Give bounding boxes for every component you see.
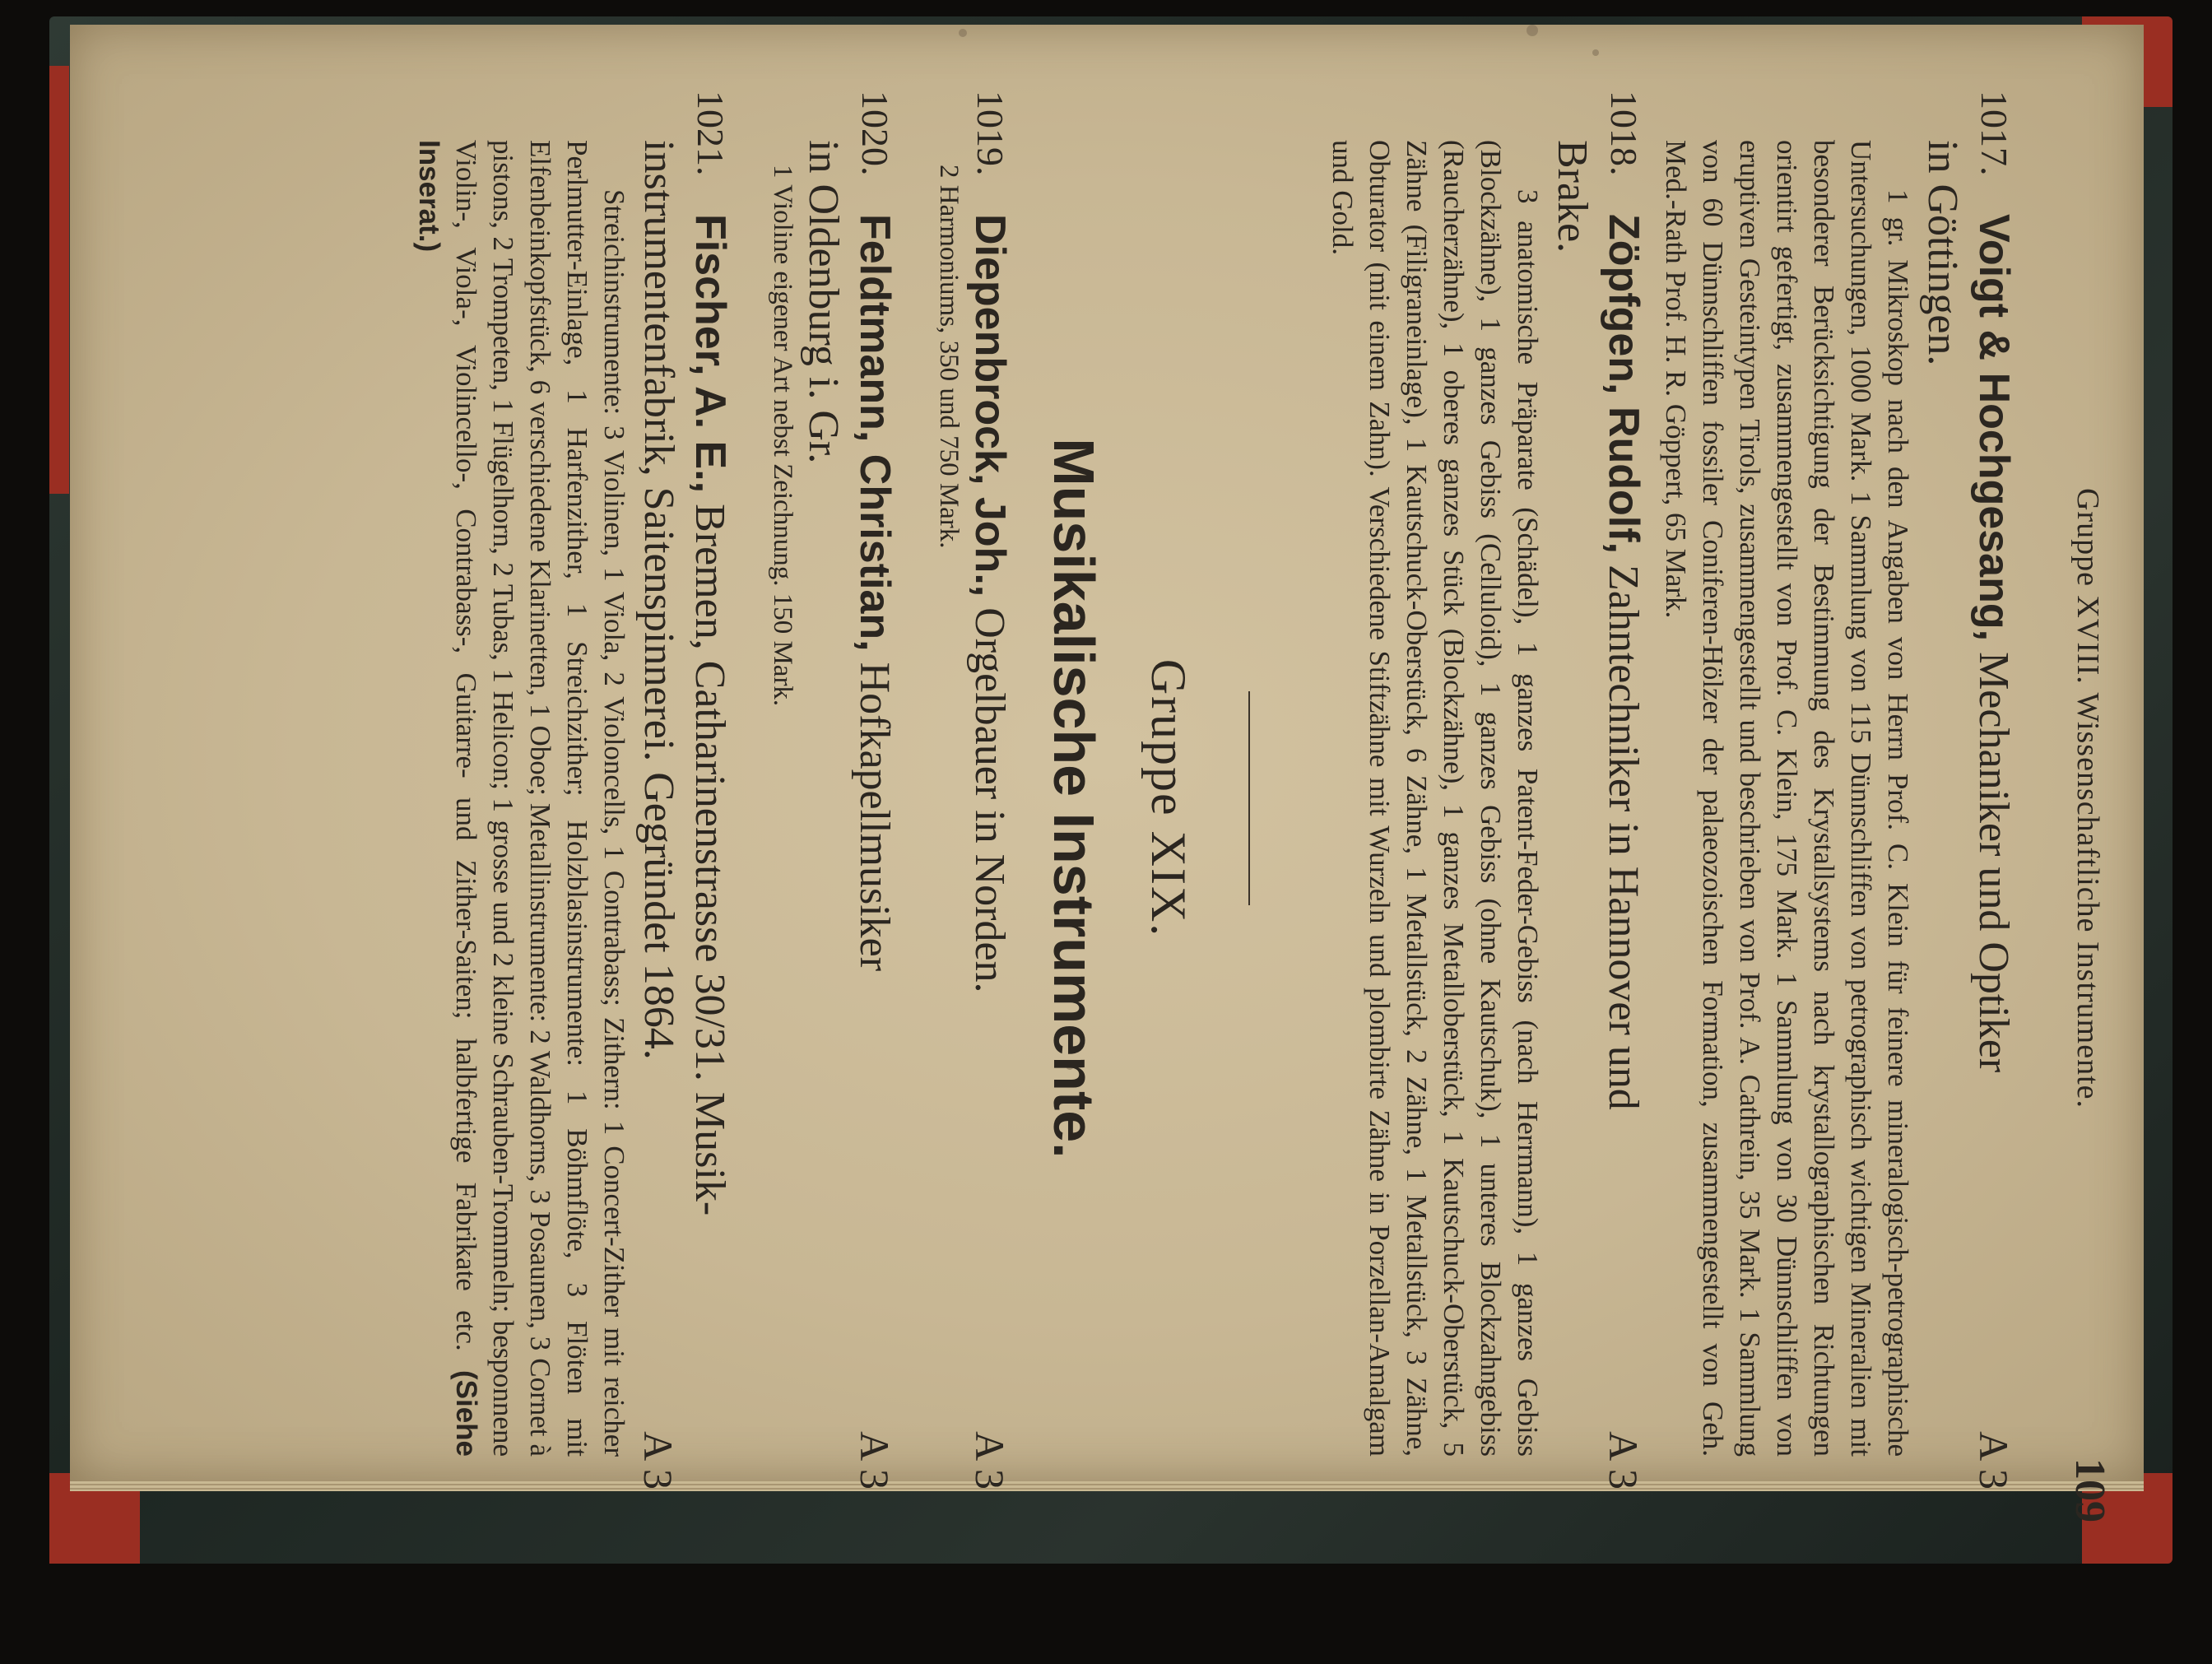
entry-description: Mechaniker und Optiker (1970, 641, 2017, 1073)
entry-number: 1020. (854, 91, 896, 176)
header-title: Gruppe XVIII. Wissenschaftliche Instrumente. (2070, 487, 2105, 1109)
entry-name: Fischer, A. E., (686, 214, 734, 494)
entry-heading-continued: Brake. (1549, 140, 1596, 253)
paper-spot (1592, 49, 1599, 56)
page-number: 109 (2066, 1458, 2113, 1522)
group-title: Musikalische Instrumente. (1042, 438, 1106, 1159)
rotated-page-content (77, 58, 2135, 1539)
entry-1019 (933, 91, 1015, 1490)
entry-description: Bremen, Catharinenstrasse 30/31. Musik- (686, 493, 733, 1216)
entry-heading (1597, 91, 1649, 1490)
entry-name: Diepenbrock, Joh., (966, 214, 1014, 597)
entry-number: 1018. (1603, 91, 1645, 176)
entry-body: 2 Harmoniums, 350 und 750 Mark. (934, 165, 964, 549)
entry-description: Hofkapellmusiker (851, 651, 898, 972)
entry-heading (684, 91, 736, 1490)
entry-description: Orgelbauer in Norden. (966, 597, 1013, 993)
entry-body-text: Streichinstrumente: 3 Violinen, 1 Viola, 2 Violoncells, 1 Contrabass; Zithern: 1 Concert-Zither mit reicher Perlmutter-Einlage, 1 Harfenzither, 1 Streichzither; Holzblasinstrumente: 1 Böhmflöte, 3 Flöten mit Elfenbeinkopfstück, 6 verschiedene Klarinetten, 1 Oboe; Metallinstrumente: 2 Waldhorns, 3 Posaunen, 3 Cornet à pistons, 2 Trompeten, 1 Flügelhorn, 2 Tubas, 1 Helicon; 1 grosse und 2 kleine Schrauben-Trommeln; besponnene Violin-, Viola-, Violincello-, Contrabass-, Guitarre- und Zither-Saiten; halbfertige Fabrikate etc. (450, 140, 630, 1457)
entry-1018 (1324, 91, 1649, 1490)
group-label: Gruppe XIX. (1141, 658, 1196, 938)
entry-body: 3 anatomische Präparate (Schädel), 1 ganzes Patent-Feder-Gebiss (nach Herrmann), 1 ganzes Gebiss (Blockzähne), 1 ganzes Gebiss (Celluloid), 1 ganzes Gebiss (ohne Kautschuk), 1 unteres Blockzahngebiss (Raucherzähne), 1 oberes ganzes Stück (Blockzähne), 1 ganzes Metalloberstück, 1 Kautschuck-Oberstück, 5 Zähne (Filigraneinlage), 1 Kautschuck-Oberstück, 6 Zähne, 1 Metallstück, 2 Zähne, 1 Metallstück, 3 Zähne, Obturator (mit einem Zahn). Verschiedene Stiftzähne mit Wurzeln und plombirte Zähne in Porzellan-Amalgam und Gold. (1327, 140, 1544, 1457)
entry-1020 (767, 91, 900, 1490)
entry-number: 1017. (1973, 91, 2015, 176)
booth-label: A 3 (852, 1431, 898, 1490)
entry-body: 1 gr. Mikroskop nach den Angaben von Herrn Prof. C. Klein für feinere mineralogisch-petrographische Untersuchungen, 1000 Mark. 1 Sammlung von 115 Dünnschliffen von petrographisch wichtigen Mineralien mit besonderer Berücksichtigung der Bestimmung des Krystallsystems nach krystallographischen Richtungen orientirt gefertigt, zusammengestellt von Prof. C. Klein, 175 Mark. 1 Sammlung von 30 Dünnschliffen von eruptiven Gesteintypen Tirols, zusammengestellt und beschrieben von Prof. A. Cathrein, 35 Mark. 1 Sammlung von 60 Dünnschliffen fossiler Coniferen-Hölzer der palaeozoischen Formation, zusammengestellt von Geh. Med.-Rath Prof. H. R. Göppert, 65 Mark. (1660, 140, 1914, 1457)
booth-label: A 3 (1601, 1431, 1647, 1490)
entry-1021 (411, 91, 736, 1490)
booth-label: A 3 (967, 1431, 1013, 1490)
entry-number: 1021. (690, 91, 732, 176)
paper-spot (959, 29, 967, 37)
entry-heading (848, 91, 900, 1490)
entry-name: Feldtmann, Christian, (851, 214, 899, 652)
entry-name: Zöpfgen, Rudolf, (1600, 214, 1647, 555)
cover-spine-edge (49, 66, 69, 494)
entry-heading-continued-text: instrumentenfabrik, Saitenspinnerei. Gegründet 1864. (635, 140, 682, 1060)
group-heading (1041, 58, 1197, 1539)
section-divider (1248, 691, 1250, 905)
entry-heading-continued: in Göttingen. (1919, 140, 1966, 366)
entry-body: 1 Violine eigener Art nebst Zeichnung. 150 Mark. (768, 165, 797, 707)
booth-label: A 3 (635, 1431, 681, 1490)
entry-heading (964, 91, 1015, 1490)
running-header (2048, 58, 2114, 1539)
entry-name: Voigt & Hochgesang, (1970, 214, 2018, 642)
entry-number: 1019. (969, 91, 1011, 176)
advert-note: (Siehe Inserat.) (413, 140, 482, 1457)
booth-label: A 3 (1971, 1431, 2017, 1490)
paper-spot (1527, 25, 1538, 36)
entry-description: Zahntechniker in Hannover und (1600, 554, 1647, 1110)
entry-heading-continued (633, 91, 684, 1490)
entry-heading (1968, 91, 2019, 1490)
entry-1017 (1657, 91, 2019, 1490)
entry-heading-continued: in Oldenburg i. Gr. (800, 140, 847, 464)
entry-body (411, 91, 633, 1490)
